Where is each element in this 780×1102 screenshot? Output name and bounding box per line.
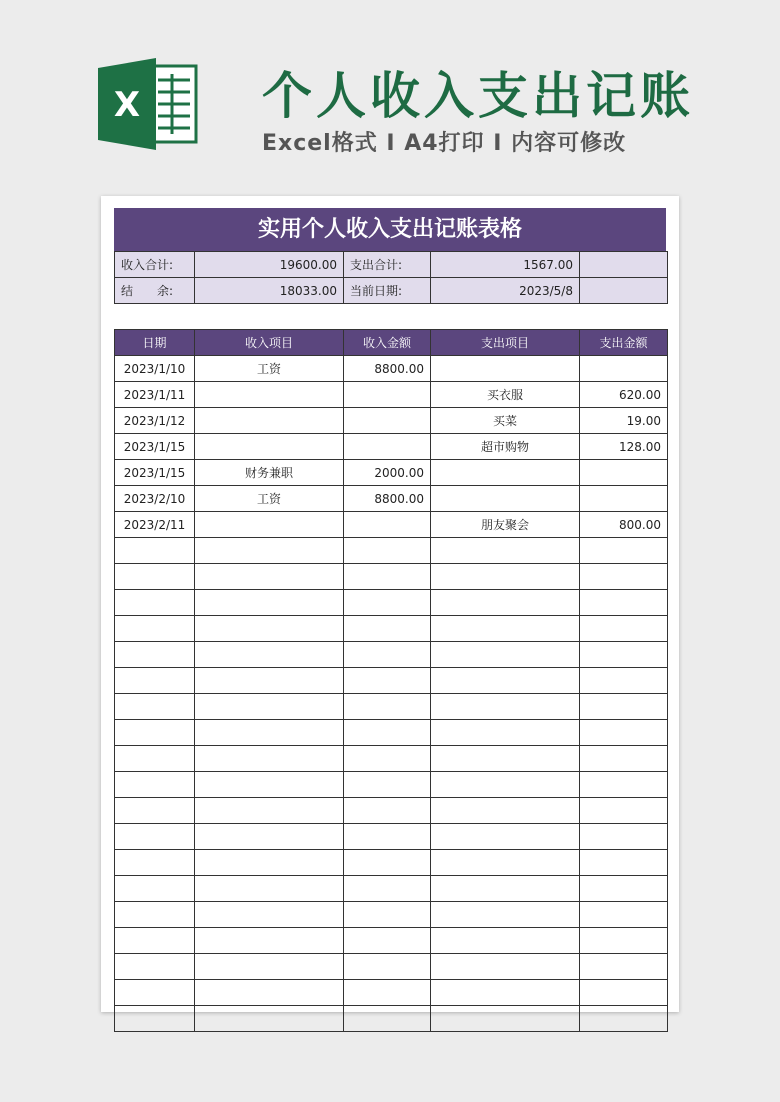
expense-amount-cell[interactable] xyxy=(580,1006,668,1032)
expense-item-cell[interactable] xyxy=(431,824,580,850)
expense-item-cell[interactable] xyxy=(431,902,580,928)
table-row xyxy=(115,616,668,642)
expense-item-cell[interactable] xyxy=(431,564,580,590)
expense-amount-cell[interactable] xyxy=(580,980,668,1006)
date-cell[interactable]: 2023/1/15 xyxy=(115,460,195,486)
excel-logo-icon xyxy=(98,58,198,150)
income-item-cell[interactable] xyxy=(195,954,344,980)
expense-amount-cell[interactable] xyxy=(580,642,668,668)
expense-item-cell[interactable] xyxy=(431,746,580,772)
expense-item-cell[interactable] xyxy=(431,720,580,746)
table-row xyxy=(115,434,668,460)
date-cell[interactable] xyxy=(115,772,195,798)
income-item-cell[interactable] xyxy=(195,798,344,824)
income-item-cell[interactable] xyxy=(195,642,344,668)
ledger-table xyxy=(114,329,668,1032)
table-row xyxy=(115,512,668,538)
balance-value[interactable]: 18033.00 xyxy=(195,278,344,304)
logo-letter: X xyxy=(113,85,141,125)
expense-amount-cell[interactable]: 620.00 xyxy=(580,382,668,408)
income-amount-cell[interactable]: 2000.00 xyxy=(344,460,431,486)
expense-amount-cell[interactable] xyxy=(580,850,668,876)
income-item-cell[interactable] xyxy=(195,408,344,434)
income-item-cell[interactable]: 工资 xyxy=(195,356,344,382)
date-cell[interactable] xyxy=(115,850,195,876)
date-cell[interactable] xyxy=(115,902,195,928)
expense-amount-cell[interactable] xyxy=(580,746,668,772)
expense-amount-cell[interactable] xyxy=(580,616,668,642)
table-row xyxy=(115,460,668,486)
income-amount-cell[interactable] xyxy=(344,668,431,694)
expense-amount-cell[interactable] xyxy=(580,590,668,616)
income-item-cell[interactable] xyxy=(195,850,344,876)
table-row xyxy=(115,876,668,902)
table-row xyxy=(115,538,668,564)
income-item-cell[interactable] xyxy=(195,382,344,408)
income-item-cell[interactable] xyxy=(195,928,344,954)
income-amount-cell[interactable] xyxy=(344,798,431,824)
date-cell[interactable] xyxy=(115,616,195,642)
table-row xyxy=(115,668,668,694)
expense-amount-cell[interactable] xyxy=(580,460,668,486)
income-total-label: 收入合计: xyxy=(115,252,195,278)
expense-amount-cell[interactable] xyxy=(580,356,668,382)
ledger-body xyxy=(115,356,668,1032)
expense-item-cell[interactable] xyxy=(431,798,580,824)
table-row xyxy=(115,850,668,876)
income-item-cell[interactable] xyxy=(195,434,344,460)
table-row xyxy=(115,746,668,772)
date-cell[interactable] xyxy=(115,954,195,980)
income-item-cell[interactable] xyxy=(195,746,344,772)
expense-amount-cell[interactable] xyxy=(580,928,668,954)
expense-item-cell[interactable] xyxy=(431,850,580,876)
column-header-income-item: 收入项目 xyxy=(195,330,344,356)
expense-amount-cell[interactable]: 19.00 xyxy=(580,408,668,434)
sheet-title: 实用个人收入支出记账表格 xyxy=(114,208,666,251)
expense-amount-cell[interactable] xyxy=(580,538,668,564)
income-amount-cell[interactable] xyxy=(344,876,431,902)
column-header-income-amount: 收入金额 xyxy=(344,330,431,356)
income-item-cell[interactable] xyxy=(195,590,344,616)
table-row xyxy=(115,564,668,590)
income-amount-cell[interactable] xyxy=(344,694,431,720)
date-cell[interactable] xyxy=(115,668,195,694)
table-row xyxy=(115,798,668,824)
income-amount-cell[interactable] xyxy=(344,434,431,460)
income-total-value[interactable]: 19600.00 xyxy=(195,252,344,278)
ledger-header-row xyxy=(115,330,668,356)
income-amount-cell[interactable] xyxy=(344,564,431,590)
expense-amount-cell[interactable]: 128.00 xyxy=(580,434,668,460)
table-row xyxy=(115,590,668,616)
page-title: 个人收入支出记账 xyxy=(262,67,694,125)
income-amount-cell[interactable] xyxy=(344,408,431,434)
income-amount-cell[interactable]: 8800.00 xyxy=(344,356,431,382)
date-cell[interactable] xyxy=(115,824,195,850)
expense-amount-cell[interactable] xyxy=(580,772,668,798)
income-amount-cell[interactable] xyxy=(344,980,431,1006)
income-amount-cell[interactable] xyxy=(344,954,431,980)
date-cell[interactable]: 2023/1/11 xyxy=(115,382,195,408)
income-amount-cell[interactable] xyxy=(344,642,431,668)
date-cell[interactable] xyxy=(115,590,195,616)
expense-item-cell[interactable] xyxy=(431,980,580,1006)
income-amount-cell[interactable]: 8800.00 xyxy=(344,486,431,512)
income-item-cell[interactable] xyxy=(195,1006,344,1032)
balance-label: 结 余: xyxy=(115,278,195,304)
income-amount-cell[interactable] xyxy=(344,928,431,954)
table-row xyxy=(115,694,668,720)
income-item-cell[interactable] xyxy=(195,564,344,590)
column-header-expense-amount: 支出金额 xyxy=(580,330,668,356)
income-item-cell[interactable]: 财务兼职 xyxy=(195,460,344,486)
expense-item-cell[interactable] xyxy=(431,460,580,486)
table-row xyxy=(115,1006,668,1032)
table-row xyxy=(115,408,668,434)
income-amount-cell[interactable] xyxy=(344,902,431,928)
table-row xyxy=(115,382,668,408)
expense-total-label: 支出合计: xyxy=(344,252,431,278)
table-row xyxy=(115,486,668,512)
income-item-cell[interactable] xyxy=(195,980,344,1006)
column-header-expense-item: 支出项目 xyxy=(431,330,580,356)
income-item-cell[interactable] xyxy=(195,824,344,850)
income-item-cell[interactable] xyxy=(195,616,344,642)
date-cell[interactable]: 2023/1/12 xyxy=(115,408,195,434)
income-item-cell[interactable] xyxy=(195,538,344,564)
expense-item-cell[interactable]: 买衣服 xyxy=(431,382,580,408)
income-amount-cell[interactable] xyxy=(344,850,431,876)
table-row xyxy=(115,980,668,1006)
page-subtitle: Excel格式 I A4打印 I 内容可修改 xyxy=(262,131,627,156)
current-date-label: 当前日期: xyxy=(344,278,431,304)
income-amount-cell[interactable] xyxy=(344,382,431,408)
expense-amount-cell[interactable] xyxy=(580,876,668,902)
income-amount-cell[interactable] xyxy=(344,720,431,746)
table-row xyxy=(115,356,668,382)
expense-amount-cell[interactable] xyxy=(580,564,668,590)
expense-amount-cell[interactable] xyxy=(580,902,668,928)
income-item-cell[interactable] xyxy=(195,512,344,538)
income-amount-cell[interactable] xyxy=(344,746,431,772)
table-row xyxy=(115,824,668,850)
income-amount-cell[interactable] xyxy=(344,538,431,564)
date-cell[interactable] xyxy=(115,928,195,954)
date-cell[interactable]: 2023/2/11 xyxy=(115,512,195,538)
expense-amount-cell[interactable] xyxy=(580,694,668,720)
income-item-cell[interactable] xyxy=(195,902,344,928)
expense-item-cell[interactable] xyxy=(431,876,580,902)
expense-item-cell[interactable] xyxy=(431,590,580,616)
table-row xyxy=(115,720,668,746)
date-cell[interactable]: 2023/2/10 xyxy=(115,486,195,512)
income-amount-cell[interactable] xyxy=(344,512,431,538)
expense-item-cell[interactable] xyxy=(431,642,580,668)
date-cell[interactable] xyxy=(115,564,195,590)
expense-item-cell[interactable] xyxy=(431,356,580,382)
summary-empty-cell[interactable] xyxy=(580,278,668,304)
income-item-cell[interactable] xyxy=(195,876,344,902)
expense-item-cell[interactable] xyxy=(431,668,580,694)
date-cell[interactable] xyxy=(115,694,195,720)
table-row xyxy=(115,954,668,980)
expense-amount-cell[interactable]: 800.00 xyxy=(580,512,668,538)
column-header-date: 日期 xyxy=(115,330,195,356)
income-item-cell[interactable] xyxy=(195,720,344,746)
table-row xyxy=(115,772,668,798)
date-cell[interactable] xyxy=(115,798,195,824)
date-cell[interactable] xyxy=(115,642,195,668)
date-cell[interactable] xyxy=(115,746,195,772)
expense-amount-cell[interactable] xyxy=(580,668,668,694)
current-date-value[interactable]: 2023/5/8 xyxy=(431,278,580,304)
expense-item-cell[interactable]: 朋友聚会 xyxy=(431,512,580,538)
expense-amount-cell[interactable] xyxy=(580,824,668,850)
expense-item-cell[interactable]: 买菜 xyxy=(431,408,580,434)
income-item-cell[interactable] xyxy=(195,694,344,720)
date-cell[interactable] xyxy=(115,1006,195,1032)
expense-amount-cell[interactable] xyxy=(580,486,668,512)
summary-table xyxy=(114,251,668,304)
expense-item-cell[interactable]: 超市购物 xyxy=(431,434,580,460)
expense-item-cell[interactable] xyxy=(431,954,580,980)
expense-item-cell[interactable] xyxy=(431,616,580,642)
expense-amount-cell[interactable] xyxy=(580,720,668,746)
expense-amount-cell[interactable] xyxy=(580,954,668,980)
income-amount-cell[interactable] xyxy=(344,824,431,850)
date-cell[interactable] xyxy=(115,720,195,746)
expense-item-cell[interactable] xyxy=(431,772,580,798)
date-cell[interactable] xyxy=(115,980,195,1006)
income-amount-cell[interactable] xyxy=(344,590,431,616)
expense-amount-cell[interactable] xyxy=(580,798,668,824)
table-row xyxy=(115,928,668,954)
date-cell[interactable]: 2023/1/15 xyxy=(115,434,195,460)
expense-item-cell[interactable] xyxy=(431,486,580,512)
income-amount-cell[interactable] xyxy=(344,1006,431,1032)
income-item-cell[interactable]: 工资 xyxy=(195,486,344,512)
date-cell[interactable] xyxy=(115,876,195,902)
date-cell[interactable]: 2023/1/10 xyxy=(115,356,195,382)
expense-item-cell[interactable] xyxy=(431,928,580,954)
expense-item-cell[interactable] xyxy=(431,694,580,720)
income-amount-cell[interactable] xyxy=(344,616,431,642)
income-item-cell[interactable] xyxy=(195,668,344,694)
table-row xyxy=(115,902,668,928)
expense-item-cell[interactable] xyxy=(431,1006,580,1032)
expense-total-value[interactable]: 1567.00 xyxy=(431,252,580,278)
table-row xyxy=(115,642,668,668)
expense-item-cell[interactable] xyxy=(431,538,580,564)
income-item-cell[interactable] xyxy=(195,772,344,798)
income-amount-cell[interactable] xyxy=(344,772,431,798)
summary-empty-cell[interactable] xyxy=(580,252,668,278)
date-cell[interactable] xyxy=(115,538,195,564)
